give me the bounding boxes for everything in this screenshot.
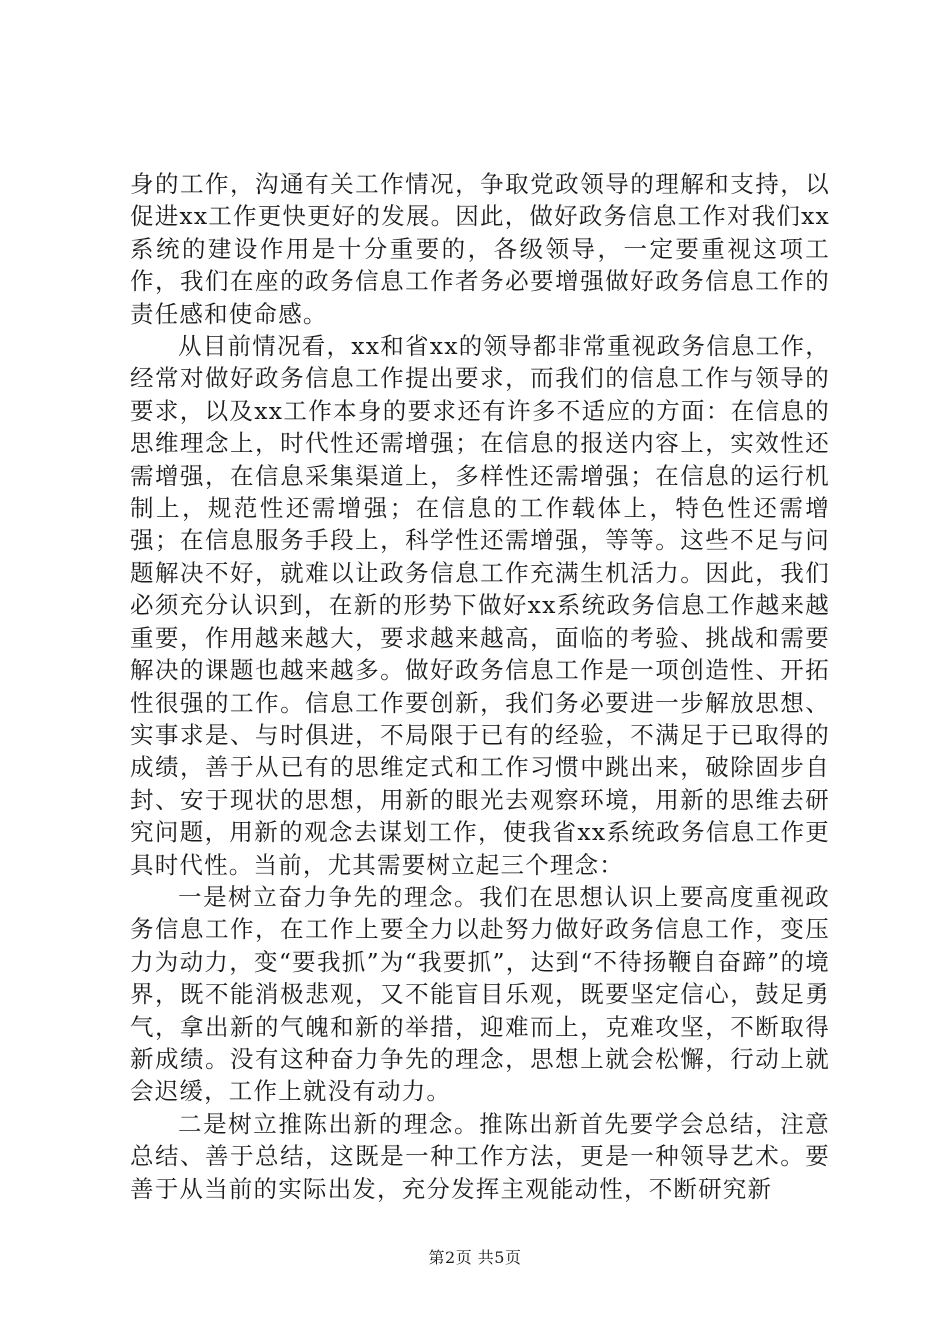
paragraph-1: 身的工作，沟通有关工作情况，争取党政领导的理解和支持，以促进xx工作更快更好的发展。因此，做好政务信息工作对我们xx系统的建设作用是十分重要的，各级领导，一定要重视这项工作，我们在座的政务信息工作者务必要增强做好政务信息工作的责任感和使命感。 <box>130 170 831 328</box>
paragraph-3: 一是树立奋力争先的理念。我们在思想认识上要高度重视政务信息工作，在工作上要全力以赴努力做好政务信息工作，变压力为动力，变“要我抓”为“我要抓”，达到“不待扬鞭自奋蹄”的境界，既不能消极悲观，又不能盲目乐观，既要坚定信心，鼓足勇气，拿出新的气魄和新的举措，迎难而上，克难攻坚，不断取得新成绩。没有这种奋力争先的理念，思想上就会松懈，行动上就会迟缓，工作上就没有动力。 <box>130 882 830 1106</box>
page-footer <box>0 1245 950 1268</box>
page-number-label: 第2页 共5页 <box>428 1248 522 1267</box>
paragraph-4: 二是树立推陈出新的理念。推陈出新首先要学会总结，注意总结、善于总结，这既是一种工作方法，更是一种领导艺术。要善于从当前的实际出发，充分发挥主观能动性，不断研究新 <box>130 1109 830 1203</box>
document-body <box>130 168 830 1205</box>
paragraph-2: 从目前情况看，xx和省xx的领导都非常重视政务信息工作，经常对做好政务信息工作提出要求，而我们的信息工作与领导的要求，以及xx工作本身的要求还有许多不适应的方面：在信息的思维理念上，时代性还需增强；在信息的报送内容上，实效性还需增强，在信息采集渠道上，多样性还需增强；在信息的运行机制上，规范性还需增强；在信息的工作载体上，特色性还需增强；在信息服务手段上，科学性还需增强，等等。这些不足与问题解决不好，就难以让政务信息工作充满生机活力。因此，我们必须充分认识到，在新的形势下做好xx系统政务信息工作越来越重要，作用越来越大，要求越来越高，面临的考验、挑战和需要解决的课题也越来越多。做好政务信息工作是一项创造性、开拓性很强的工作。信息工作要创新，我们务必要进一步解放思想、实事求是、与时俱进，不局限于已有的经验，不满足于已取得的成绩，善于从已有的思维定式和工作习惯中跳出来，破除固步自封、安于现状的思想，用新的眼光去观察环境，用新的思维去研究问题，用新的观念去谋划工作，使我省xx系统政务信息工作更具时代性。当前，尤其需要树立起三个理念： <box>130 332 830 879</box>
